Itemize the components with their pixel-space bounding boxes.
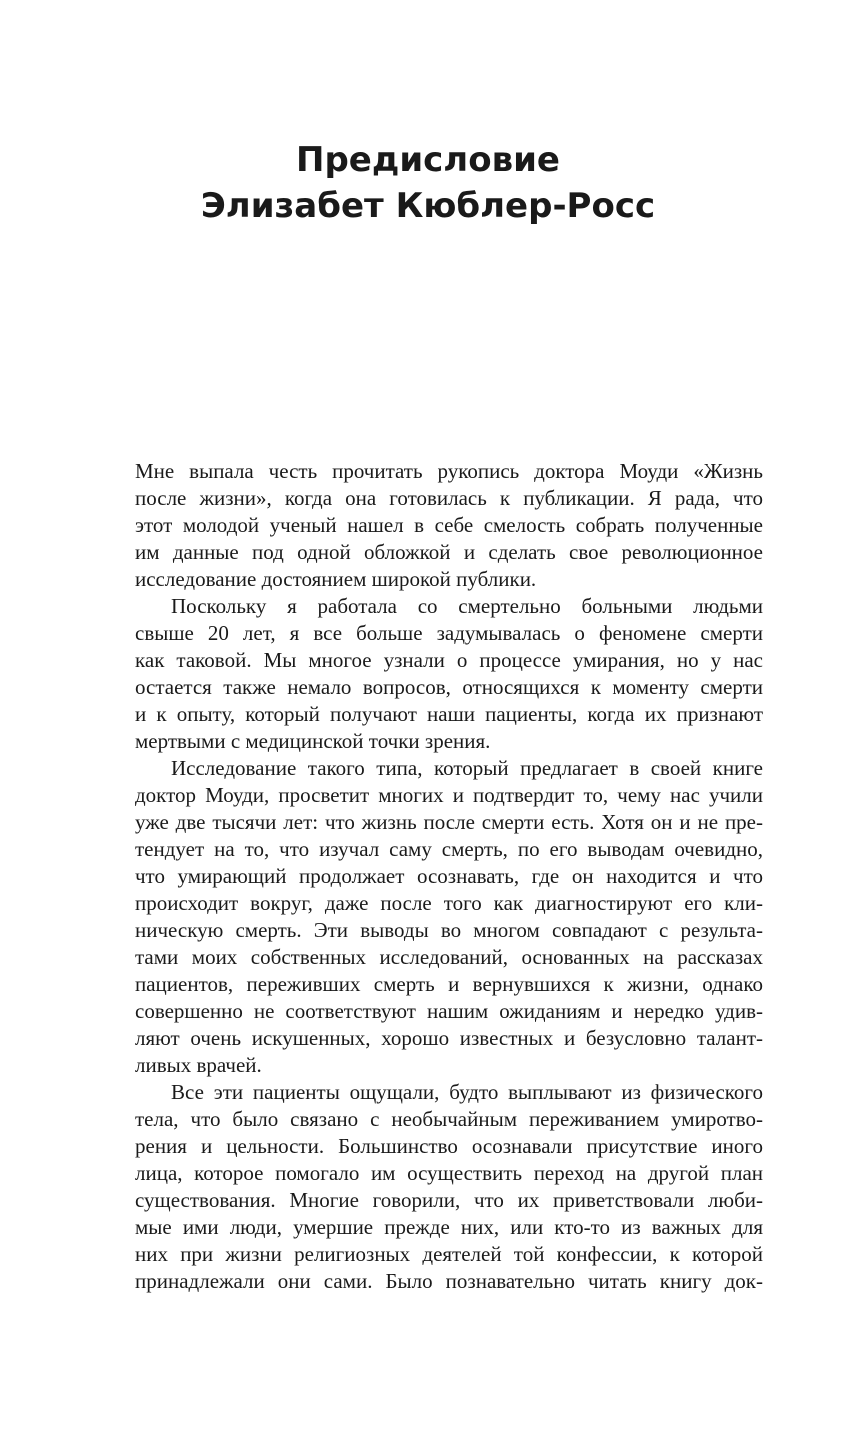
text-line: и к опыту, который получают наши пациенты, когда их признают <box>135 702 763 726</box>
paragraph-1 <box>135 458 763 593</box>
paragraph-4 <box>135 1079 763 1295</box>
text-line: лица, которое помогало им осуществить переход на другой план <box>135 1161 763 1185</box>
text-line: этот молодой ученый нашел в себе смелость собрать полученные <box>135 513 763 537</box>
text-line: Исследование такого типа, который предлагает в своей книге <box>171 756 763 780</box>
text-line: уже две тысячи лет: что жизнь после смерти есть. Хотя он и не пре- <box>135 810 763 834</box>
text-line: Поскольку я работала со смертельно больными людьми <box>171 594 763 618</box>
title-line-1: Предисловие <box>296 140 560 180</box>
text-line: свыше 20 лет, я все больше задумывалась о феномене смерти <box>135 621 763 645</box>
title-line-2: Элизабет Кюблер-Росс <box>200 186 656 226</box>
text-line: ническую смерть. Эти выводы во многом совпадают с результа- <box>135 918 763 942</box>
text-line: доктор Моуди, просветит многих и подтвердит то, чему нас учили <box>135 783 763 807</box>
text-line: ливых врачей. <box>135 1053 262 1077</box>
text-line: тендует на то, что изучал саму смерть, по его выводам очевидно, <box>135 837 763 861</box>
text-line: остается также немало вопросов, относящихся к моменту смерти <box>135 675 763 699</box>
text-line: тела, что было связано с необычайным переживанием умиротво- <box>135 1107 763 1131</box>
text-line: ляют очень искушенных, хорошо известных и безусловно талант- <box>135 1026 763 1050</box>
text-line: совершенно не соответствуют нашим ожиданиям и нередко удив- <box>135 999 763 1023</box>
paragraph-2 <box>135 593 763 755</box>
text-line: Все эти пациенты ощущали, будто выплывают из физического <box>171 1080 763 1104</box>
text-line: им данные под одной обложкой и сделать свое революционное <box>135 540 763 564</box>
text-line: тами моих собственных исследований, основанных на рассказах <box>135 945 763 969</box>
text-line: исследование достоянием широкой публики. <box>135 567 537 591</box>
chapter-title <box>0 137 856 229</box>
text-line: Мне выпала честь прочитать рукопись доктора Моуди «Жизнь <box>135 459 763 483</box>
text-line: как таковой. Мы многое узнали о процессе умирания, но у нас <box>135 648 763 672</box>
text-line: рения и цельности. Большинство осознавали присутствие иного <box>135 1134 763 1158</box>
text-line: существования. Многие говорили, что их приветствовали люби- <box>135 1188 763 1212</box>
paragraph-3 <box>135 755 763 1079</box>
body-text <box>135 458 763 1295</box>
text-line: мые ими люди, умершие прежде них, или кто-то из важных для <box>135 1215 763 1239</box>
text-line: что умирающий продолжает осознавать, где он находится и что <box>135 864 763 888</box>
text-line: происходит вокруг, даже после того как диагностируют его кли- <box>135 891 763 915</box>
text-line: пациентов, переживших смерть и вернувшихся к жизни, однако <box>135 972 763 996</box>
text-line: принадлежали они сами. Было познавательно читать книгу док- <box>135 1269 763 1293</box>
text-line: мертвыми с медицинской точки зрения. <box>135 729 491 753</box>
text-line: них при жизни религиозных деятелей той конфессии, к которой <box>135 1242 763 1266</box>
text-line: после жизни», когда она готовилась к публикации. Я рада, что <box>135 486 763 510</box>
